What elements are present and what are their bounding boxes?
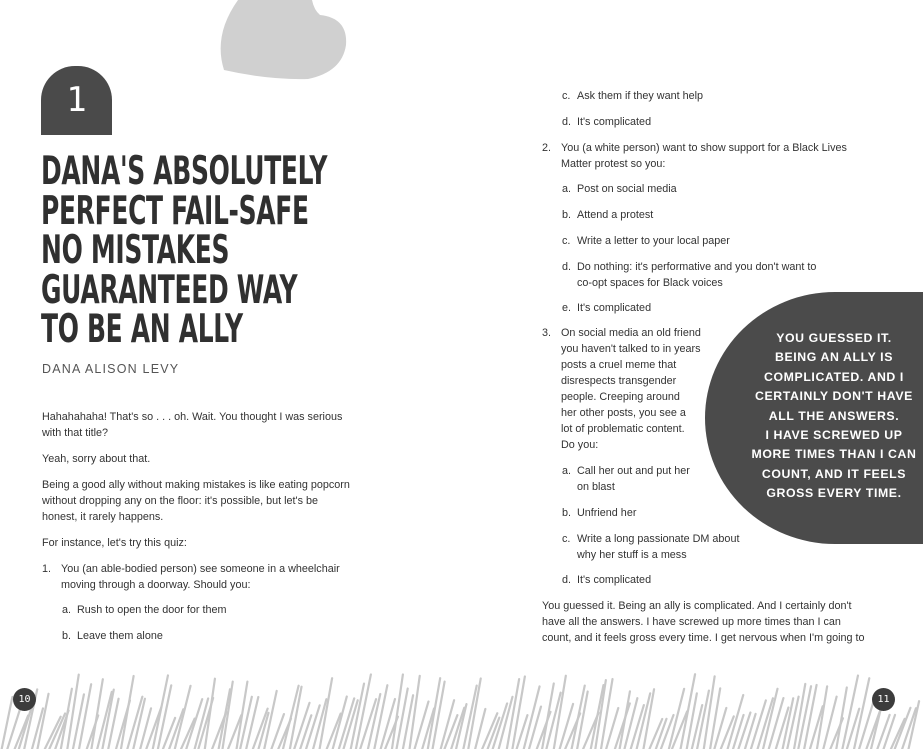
option-letter: e. <box>562 302 572 314</box>
option-text: Rush to open the door for them <box>77 604 227 616</box>
quiz-question-3 <box>542 325 712 453</box>
question-line: You (an able-bodied person) see someone in a wheelchair <box>61 563 340 575</box>
author-name: DANA ALISON LEVY <box>42 362 180 376</box>
pull-quote-line: BEING AN ALLY IS <box>774 350 893 365</box>
option-letter: c. <box>562 90 571 102</box>
title-line: DANA'S ABSOLUTELY <box>41 149 328 194</box>
scribble-stroke <box>620 691 630 749</box>
scribble-stroke <box>45 717 61 749</box>
option-text: Write a letter to your local paper <box>577 235 730 247</box>
option-letter: c. <box>562 533 571 545</box>
option-text: Post on social media <box>577 183 677 195</box>
page-number-left: 10 <box>13 688 36 711</box>
title-line: GUARANTEED WAY <box>41 267 298 313</box>
paragraph-line: honest, it rarely happens. <box>42 511 164 523</box>
scribble-stroke <box>240 697 252 749</box>
question-number: 3. <box>542 327 552 339</box>
pull-quote-line: ALL THE ANSWERS. <box>768 408 900 423</box>
question-line: you haven't talked to in years <box>561 343 701 355</box>
scribble-stroke <box>91 679 102 749</box>
scribble-stroke <box>745 714 756 749</box>
option-letter: a. <box>62 604 72 616</box>
question-line: Do you: <box>561 439 599 451</box>
chapter-number: 1 <box>66 80 87 120</box>
scribble-stroke <box>738 713 750 749</box>
paragraph-line: without dropping any on the floor: it's possible, but let's be <box>42 495 319 507</box>
pull-quote <box>745 329 923 504</box>
title-line: TO BE AN ALLY <box>41 307 243 352</box>
page-number-right: 11 <box>872 688 895 711</box>
quiz-option <box>562 531 802 563</box>
option-text: Ask them if they want help <box>577 90 704 102</box>
pull-quote-line: YOU GUESSED IT. <box>776 331 892 345</box>
option-text: why her stuff is a mess <box>577 549 687 561</box>
question-number: 1. <box>42 563 52 575</box>
pull-quote-line: GROSS EVERY TIME. <box>766 486 902 501</box>
option-letter: d. <box>562 261 572 273</box>
paragraph-line: Yeah, sorry about that. <box>42 453 151 465</box>
scribble-stroke <box>415 701 429 749</box>
title-line: NO MISTAKES <box>41 228 230 273</box>
scribble-stroke <box>300 715 311 749</box>
option-text: It's complicated <box>577 574 652 586</box>
paragraph-line: with that title? <box>42 427 109 439</box>
quiz-question-2 <box>542 140 872 172</box>
scribble-stroke <box>163 718 175 749</box>
scribble-stroke <box>733 715 743 749</box>
paragraph-line: have all the answers. I have screwed up more times than I can <box>542 616 841 628</box>
scribble-stroke <box>271 714 283 749</box>
option-letter: d. <box>562 116 572 128</box>
option-letter: c. <box>562 235 571 247</box>
chapter-tab <box>41 66 112 135</box>
question-line: disrespects transgender <box>561 375 677 387</box>
option-text: Call her out and put her <box>577 465 690 477</box>
question-number: 2. <box>542 142 552 154</box>
option-text: Write a long passionate DM about <box>577 533 740 545</box>
scribble-stroke <box>121 676 134 749</box>
question-line: You (a white person) want to show support for a Black Lives <box>561 142 847 154</box>
scribble-stroke <box>687 693 697 749</box>
option-text: It's complicated <box>577 302 652 314</box>
question-line: On social media an old friend <box>561 327 701 339</box>
quiz-question-1 <box>42 561 382 593</box>
question-line: posts a cruel meme that <box>561 359 677 371</box>
paragraph-line: Hahahahaha! That's so . . . oh. Wait. You thought I was serious <box>42 411 343 423</box>
question-line: Matter protest so you: <box>561 158 666 170</box>
pull-quote-line: COUNT, AND IT FEELS <box>761 466 907 481</box>
option-text: Attend a protest <box>577 209 654 221</box>
scribble-stroke <box>392 674 403 749</box>
option-letter: b. <box>62 630 72 642</box>
option-letter: b. <box>562 209 572 221</box>
paragraph-line: Being a good ally without making mistakes is like eating popcorn <box>42 479 350 491</box>
pull-quote-line: I HAVE SCREWED UP <box>765 428 903 443</box>
option-letter: b. <box>562 507 572 519</box>
quiz-option <box>562 259 862 291</box>
option-text: Unfriend her <box>577 507 637 519</box>
scribble-stroke <box>205 679 215 749</box>
paragraph-line: You guessed it. Being an ally is complicated. And I certainly don't <box>542 600 852 612</box>
scribble-stroke <box>560 704 573 749</box>
option-text: It's complicated <box>577 116 652 128</box>
pull-quote-line: MORE TIMES THAN I CAN <box>751 447 917 462</box>
option-text: on blast <box>577 481 615 493</box>
option-letter: a. <box>562 183 572 195</box>
title-line: PERFECT FAIL-SAFE <box>41 188 309 234</box>
option-text: Do nothing: it's performative and you don't want to <box>577 261 817 273</box>
paragraph-line: For instance, let's try this quiz: <box>42 537 187 549</box>
question-line: people. Creeping around <box>561 391 680 403</box>
option-letter: d. <box>562 574 572 586</box>
chapter-title <box>41 149 328 352</box>
question-line: moving through a doorway. Should you: <box>61 579 251 591</box>
quiz-option <box>562 463 732 495</box>
pull-quote-line: CERTAINLY DON'T HAVE <box>755 389 913 404</box>
scribble-border <box>2 674 919 749</box>
pull-quote-line: COMPLICATED. AND I <box>764 369 904 384</box>
heart-shape <box>221 0 346 79</box>
option-text: Leave them alone <box>77 630 163 642</box>
option-letter: a. <box>562 465 572 477</box>
paragraph-line: count, and it feels gross every time. I get nervous when I'm going to <box>542 632 865 644</box>
option-text: co-opt spaces for Black voices <box>577 277 723 289</box>
question-line: lot of problematic content. <box>561 423 685 435</box>
question-line: her other posts, you see a <box>561 407 686 419</box>
